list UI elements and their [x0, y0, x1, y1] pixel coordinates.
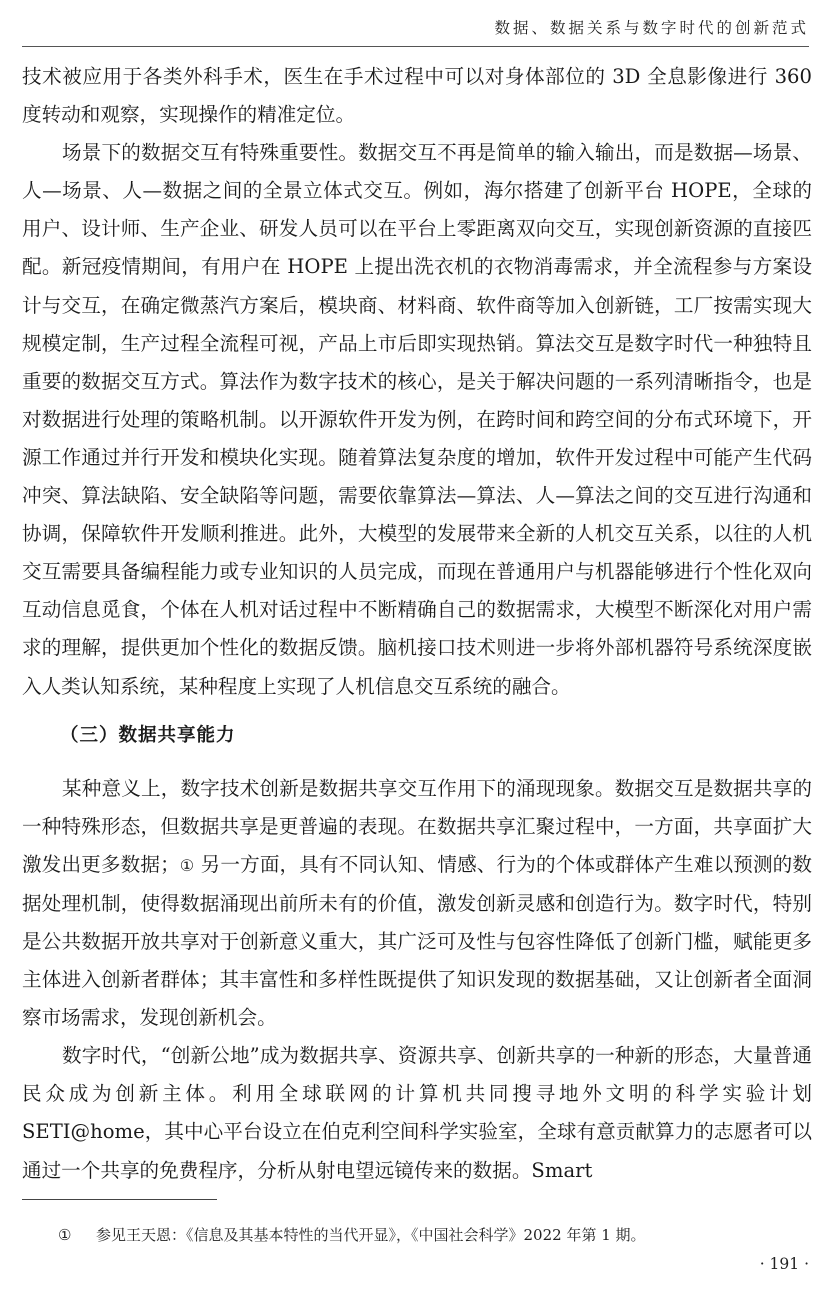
paragraph-continuation: 技术被应用于各类外科手术，医生在手术过程中可以对身体部位的 3D 全息影像进行 360 度转动和观察，实现操作的精准定位。 [22, 65, 812, 127]
footnote-number: ① [58, 1226, 72, 1244]
paragraph-innovation-commons: 数字时代，“创新公地”成为数据共享、资源共享、创新共享的一种新的形态，大量普通民众成为创新主体。利用全球联网的计算机共同搜寻地外文明的科学实验计划 SETI@home，其中心平台设立在伯克利空间科学实验室，全球有意贡献算力的志愿者可以通过一个共享的免费程序，分析从射电望远镜传来的数据。Smart [22, 1044, 812, 1182]
paragraph-data-interaction: 场景下的数据交互有特殊重要性。数据交互不再是简单的输入输出，而是数据—场景、人—场景、人—数据之间的全景立体式交互。例如，海尔搭建了创新平台 HOPE，全球的用户、设计师、生产企业、研发人员可以在平台上零距离双向交互，实现创新资源的直接匹配。新冠疫情期间，有用户在 HOPE 上提出洗衣机的衣物消毒需求，并全流程参与方案设计与交互，在确定微蒸汽方案后，模块商、材料商、软件商等加入创新链，工厂按需实现大规模定制，生产过程全流程可视，产品上市后即实现热销。算法交互是数字时代一种独特且重要的数据交互方式。算法作为数字技术的核心，是关于解决问题的一系列清晰指令，也是对数据进行处理的策略机制。以开源软件开发为例，在跨时间和跨空间的分布式环境下，开源工作通过并行开发和模块化实现。随着算法复杂度的增加，软件开发过程中可能产生代码冲突、算法缺陷、安全缺陷等问题，需要依靠算法—算法、人—算法之间的交互进行沟通和协调，保障软件开发顺利推进。此外，大模型的发展带来全新的人机交互关系，以往的人机交互需要具备编程能力或专业知识的人员完成，而现在普通用户与机器能够进行个性化双向互动信息觅食，个体在人机对话过程中不断精确自己的数据需求，大模型不断深化对用户需求的理解，提供更加个性化的数据反馈。脑机接口技术则进一步将外部机器符号系统深度嵌入人类认知系统，某种程度上实现了人机信息交互系统的融合。 [22, 141, 812, 698]
header-divider [22, 46, 809, 47]
body-text [22, 58, 812, 1190]
footnote-reference[interactable]: ① [179, 855, 195, 875]
paragraph-data-sharing [22, 770, 812, 1038]
footnote [58, 1223, 809, 1247]
paragraph-text-part: 另一方面，具有不同认知、情感、行为的个体或群体产生难以预测的数据处理机制，使得数据涌现出前所未有的价值，激发创新灵感和创造行为。数字时代，特别是公共数据开放共享对于创新意义重大，其广泛可及性与包容性降低了创新门槛，赋能更多主体进入创新者群体；其丰富性和多样性既提供了知识发现的数据基础，又让创新者全面洞察市场需求，发现创新机会。 [22, 852, 812, 1030]
section-heading: （三）数据共享能力 [60, 724, 236, 746]
page-number: · 191 · [759, 1255, 809, 1273]
footnote-text: 参见王天恩：《信息及其基本特性的当代开显》，《中国社会科学》2022 年第 1 期。 [96, 1226, 646, 1244]
footnote-divider [22, 1199, 217, 1200]
running-header: 数据、数据关系与数字时代的创新范式 [494, 19, 809, 37]
paragraph-text-part: 某种意义上，数字技术创新是数据共享交互作用下的涌现现象。数据交互是数据共享的一种特殊形态，但数据共享是更普遍的表现。在数据共享汇聚过程中，一方面，共享面扩大激发出更多数据； [22, 776, 812, 876]
